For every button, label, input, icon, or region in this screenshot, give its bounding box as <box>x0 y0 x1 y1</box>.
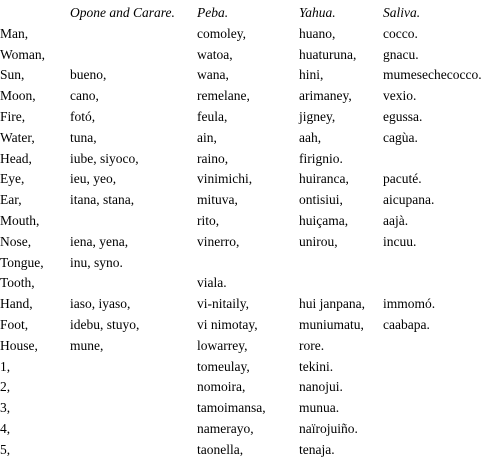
table-row <box>0 294 488 315</box>
saliva-word: incuu. <box>383 233 417 249</box>
english-word: 5, <box>0 441 11 457</box>
english-word: 3, <box>0 400 11 416</box>
saliva-word: pacuté. <box>383 171 422 187</box>
yahua-word: tekini. <box>299 358 334 374</box>
opone-carare-word: cano, <box>70 88 99 104</box>
yahua-word: arimaney, <box>299 88 352 104</box>
opone-carare-word: itana, stana, <box>70 192 135 208</box>
saliva-word: cocco. <box>383 25 418 41</box>
opone-carare-word <box>58 45 185 66</box>
yahua-word: huano, <box>299 25 336 41</box>
peba-word: vi-nitaily, <box>197 296 249 312</box>
english-word: Tooth, <box>0 275 35 291</box>
table-row <box>0 149 488 170</box>
saliva-word: mumesechecocco. <box>383 67 482 83</box>
table-row <box>0 253 488 274</box>
table-row <box>0 273 488 294</box>
opone-carare-word: ieu, yeo, <box>70 171 117 187</box>
table-row <box>0 107 488 128</box>
saliva-word: immomó. <box>383 296 436 312</box>
table-row <box>0 357 488 378</box>
table-row <box>0 398 488 419</box>
peba-word: ain, <box>197 129 217 145</box>
yahua-word: huiranca, <box>299 171 349 187</box>
english-word: 2, <box>0 379 11 395</box>
table-row <box>0 190 488 211</box>
english-word: Foot, <box>0 316 29 332</box>
opone-carare-word: bueno, <box>70 67 107 83</box>
english-word: Fire, <box>0 108 26 124</box>
peba-word: mituva, <box>197 192 238 208</box>
english-word: Sun, <box>0 67 25 83</box>
saliva-word: aajà. <box>383 212 409 228</box>
saliva-word: caabapa. <box>383 316 430 332</box>
opone-carare-word <box>58 357 185 378</box>
peba-word <box>185 253 287 274</box>
saliva-word: aicupana. <box>383 192 435 208</box>
table-row <box>0 86 488 107</box>
english-word: Moon, <box>0 88 36 104</box>
english-word: Tongue, <box>0 254 44 270</box>
saliva-word <box>371 253 488 274</box>
yahua-word: jigney, <box>299 108 336 124</box>
saliva-word <box>371 149 488 170</box>
saliva-word <box>371 273 488 294</box>
peba-word: vinerro, <box>197 233 240 249</box>
table-row <box>0 65 488 86</box>
saliva-word <box>371 398 488 419</box>
opone-carare-word: mune, <box>70 337 104 353</box>
english-word: Woman, <box>0 46 46 62</box>
table-row <box>0 24 488 45</box>
peba-word: rito, <box>197 212 220 228</box>
saliva-word: vexio. <box>383 88 417 104</box>
peba-word: taonella, <box>197 441 244 457</box>
yahua-word: munua. <box>299 400 340 416</box>
yahua-word <box>287 253 371 274</box>
opone-carare-word: iena, yena, <box>70 233 129 249</box>
peba-word: vi nimotay, <box>197 316 258 332</box>
table-row <box>0 336 488 357</box>
peba-word: feula, <box>197 108 228 124</box>
opone-carare-word: idebu, stuyo, <box>70 316 140 332</box>
opone-carare-word <box>58 419 185 440</box>
yahua-word: ontisiui, <box>299 192 343 208</box>
opone-carare-word <box>58 440 185 461</box>
table-row <box>0 45 488 66</box>
saliva-word <box>371 419 488 440</box>
saliva-word <box>371 377 488 398</box>
table-row <box>0 232 488 253</box>
opone-carare-word <box>58 211 185 232</box>
english-word: Eye, <box>0 171 25 187</box>
english-word: Nose, <box>0 233 32 249</box>
peba-word: nomoira, <box>197 379 246 395</box>
opone-carare-word: inu, syno. <box>70 254 123 270</box>
table-row <box>0 419 488 440</box>
yahua-word: huiçama, <box>299 212 349 228</box>
yahua-word: firignio. <box>299 150 343 166</box>
english-word: Mouth, <box>0 212 40 228</box>
opone-carare-word: iube, siyoco, <box>70 150 139 166</box>
peba-word: lowarrey, <box>197 337 248 353</box>
peba-word: tamoimansa, <box>197 400 266 416</box>
saliva-word <box>371 336 488 357</box>
table-row <box>0 440 488 461</box>
english-word: Water, <box>0 129 35 145</box>
english-word: Ear, <box>0 192 22 208</box>
opone-carare-word <box>58 398 185 419</box>
yahua-word: aah, <box>299 129 322 145</box>
peba-word: comoley, <box>197 25 246 41</box>
opone-carare-word <box>58 377 185 398</box>
saliva-word: egussa. <box>383 108 423 124</box>
saliva-word: gnacu. <box>383 46 419 62</box>
header-row <box>0 3 488 24</box>
yahua-word <box>287 273 371 294</box>
yahua-word: naïrojuiño. <box>299 420 358 436</box>
peba-word: raino, <box>197 150 229 166</box>
saliva-word <box>371 357 488 378</box>
english-word: House, <box>0 337 38 353</box>
opone-carare-word <box>58 24 185 45</box>
header-yahua: Yahua. <box>299 5 336 20</box>
opone-carare-word: iaso, iyaso, <box>70 296 131 312</box>
yahua-word: hini, <box>299 67 324 83</box>
english-word: 4, <box>0 420 11 436</box>
peba-word: vinimichi, <box>197 171 253 187</box>
opone-carare-word: fotó, <box>70 108 96 124</box>
table-row <box>0 315 488 336</box>
english-word: Head, <box>0 150 32 166</box>
header-english <box>0 3 58 24</box>
vocabulary-table <box>0 3 488 461</box>
saliva-word <box>371 440 488 461</box>
yahua-word: hui janpana, <box>299 296 365 312</box>
header-peba: Peba. <box>197 5 229 20</box>
table-row <box>0 211 488 232</box>
yahua-word: nanojui. <box>299 379 343 395</box>
english-word: 1, <box>0 358 11 374</box>
table-row <box>0 169 488 190</box>
english-word: Hand, <box>0 296 33 312</box>
peba-word: tomeulay, <box>197 358 250 374</box>
yahua-word: huaturuna, <box>299 46 357 62</box>
table-row <box>0 377 488 398</box>
header-saliva: Saliva. <box>383 5 421 20</box>
english-word: Man, <box>0 25 29 41</box>
yahua-word: tenaja. <box>299 441 335 457</box>
peba-word: remelane, <box>197 88 250 104</box>
peba-word: namerayo, <box>197 420 254 436</box>
peba-word: watoa, <box>197 46 233 62</box>
header-opone-carare: Opone and Carare. <box>70 5 175 20</box>
opone-carare-word: tuna, <box>70 129 97 145</box>
peba-word: viala. <box>197 275 227 291</box>
yahua-word: unirou, <box>299 233 338 249</box>
opone-carare-word <box>58 273 185 294</box>
table-row <box>0 128 488 149</box>
vocabulary-body <box>0 24 488 461</box>
yahua-word: muniumatu, <box>299 316 364 332</box>
saliva-word: cagùa. <box>383 129 418 145</box>
peba-word: wana, <box>197 67 229 83</box>
yahua-word: rore. <box>299 337 325 353</box>
